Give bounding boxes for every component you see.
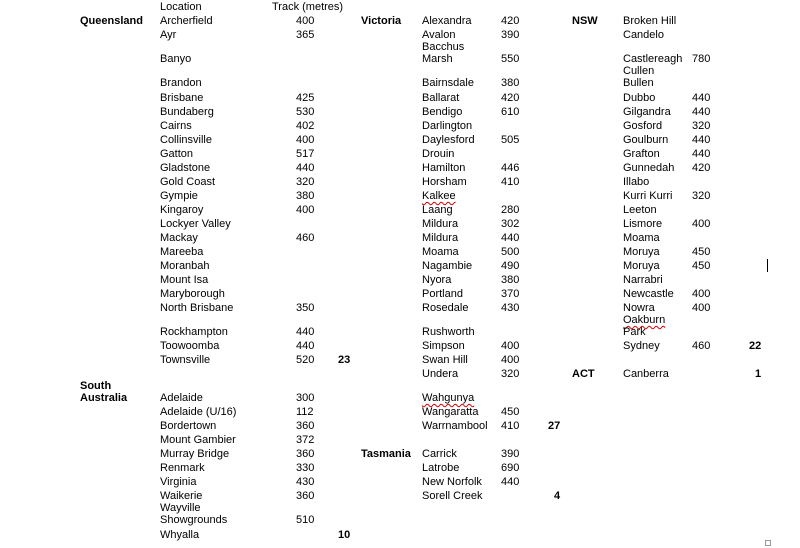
location-name: Waikerie (160, 490, 203, 502)
location-name: Moranbah (160, 260, 210, 272)
track-length: 430 (296, 476, 315, 488)
location-name: Warrnambool (422, 420, 488, 432)
track-length: 372 (296, 434, 315, 446)
track-length: 370 (501, 288, 520, 300)
track-length: 380 (296, 190, 315, 202)
location-name: Mildura (422, 232, 459, 244)
track-length: 510 (296, 514, 315, 526)
count-nsw: 22 (749, 340, 762, 352)
location-name: Oakburn (623, 314, 666, 326)
track-length: 460 (296, 232, 315, 244)
track-length: 390 (501, 448, 520, 460)
location-name: Gilgandra (623, 106, 671, 118)
track-length: 440 (692, 92, 711, 104)
track-length: 402 (296, 120, 315, 132)
track-length: 360 (296, 490, 315, 502)
track-length: 530 (296, 106, 315, 118)
location-name: North Brisbane (160, 302, 234, 314)
track-length: 112 (296, 406, 314, 418)
location-name: Wangaratta (422, 406, 479, 418)
track-length: 320 (296, 176, 315, 188)
count-tasmania: 4 (554, 490, 561, 502)
track-length: 425 (296, 92, 315, 104)
location-name: Bordertown (160, 420, 217, 432)
count-south-australia: 10 (338, 529, 351, 541)
track-length: 550 (501, 53, 520, 65)
location-name: Brandon (160, 77, 202, 89)
track-length: 365 (296, 29, 315, 41)
count-queensland: 23 (338, 354, 351, 366)
track-length: 302 (501, 218, 520, 230)
location-name: Latrobe (422, 462, 460, 474)
location-name: Mackay (160, 232, 198, 244)
location-name: Wayville (160, 502, 201, 514)
track-length: 360 (296, 448, 315, 460)
location-name: Candelo (623, 29, 664, 41)
location-name: Dubbo (623, 92, 656, 104)
track-length: 440 (501, 232, 520, 244)
location-name: Avalon (422, 29, 456, 41)
location-name: Rockhampton (160, 326, 228, 338)
track-length: 450 (692, 246, 711, 258)
track-length: 320 (501, 368, 520, 380)
location-name: Portland (422, 288, 463, 300)
location-name: New Norfolk (422, 476, 482, 488)
location-name: Maryborough (160, 288, 225, 300)
location-name: Simpson (422, 340, 465, 352)
location-name: Wahgunya (422, 392, 475, 404)
state-south-australia-line1: South (80, 380, 112, 392)
location-name: Lismore (623, 218, 663, 230)
count-act: 1 (755, 368, 762, 380)
track-length: 440 (692, 134, 711, 146)
location-name: Castlereagh (623, 53, 683, 65)
state-act: ACT (572, 368, 595, 380)
location-name: Moruya (623, 246, 660, 258)
track-length: 400 (501, 340, 520, 352)
state-victoria: Victoria (361, 15, 402, 27)
state-nsw: NSW (572, 15, 598, 27)
track-length: 690 (501, 462, 520, 474)
track-length: 360 (296, 420, 315, 432)
location-name: Whyalla (160, 529, 200, 541)
location-name: Horsham (422, 176, 467, 188)
location-name: Renmark (160, 462, 205, 474)
location-name: Marsh (422, 53, 453, 65)
track-length: 420 (501, 92, 520, 104)
location-name: Lockyer Valley (160, 218, 231, 230)
location-name: Canberra (623, 368, 669, 380)
location-name: Ballarat (422, 92, 460, 104)
track-length: 500 (501, 246, 520, 258)
track-length: 450 (692, 260, 711, 272)
track-length: 300 (296, 392, 315, 404)
location-name: Nagambie (422, 260, 473, 272)
track-length: 390 (501, 29, 520, 41)
location-name: Leeton (623, 204, 657, 216)
location-name: Virginia (160, 476, 197, 488)
track-length: 410 (501, 176, 520, 188)
track-length: 440 (692, 148, 711, 160)
location-name: Toowoomba (160, 340, 220, 352)
track-length: 520 (296, 354, 315, 366)
text-cursor (767, 259, 768, 272)
location-name: Alexandra (422, 15, 472, 27)
location-name: Daylesford (422, 134, 475, 146)
track-length: 320 (692, 120, 711, 132)
location-name: Goulburn (623, 134, 669, 146)
track-length: 430 (501, 302, 520, 314)
track-length: 440 (296, 326, 315, 338)
location-name: Bacchus (422, 41, 465, 53)
location-name: Mareeba (160, 246, 204, 258)
location-name: Showgrounds (160, 514, 228, 526)
track-length: 410 (501, 420, 520, 432)
track-length: 350 (296, 302, 315, 314)
location-name: Gatton (160, 148, 194, 160)
track-length: 380 (501, 274, 520, 286)
location-name: Illabo (623, 176, 650, 188)
location-name: Narrabri (623, 274, 663, 286)
location-name: Moama (422, 246, 459, 258)
location-name: Kingaroy (160, 204, 204, 216)
header-location: Location (160, 1, 202, 13)
location-name: Murray Bridge (160, 448, 230, 460)
state-queensland: Queensland (80, 15, 143, 27)
track-length: 446 (501, 162, 520, 174)
location-name: Bendigo (422, 106, 463, 118)
location-name: Kalkee (422, 190, 456, 202)
track-length: 440 (296, 340, 315, 352)
location-name: Rosedale (422, 302, 469, 314)
layout-marker-icon (765, 540, 771, 546)
track-length: 400 (501, 354, 520, 366)
header-track: Track (metres) (272, 1, 344, 13)
track-length: 400 (692, 302, 711, 314)
track-length: 780 (692, 53, 711, 65)
location-name: Gold Coast (160, 176, 216, 188)
location-name: Townsville (160, 354, 211, 366)
track-length: 440 (296, 162, 315, 174)
location-name: Adelaide (U/16) (160, 406, 237, 418)
state-south-australia-line2: Australia (80, 392, 128, 404)
track-length: 400 (296, 204, 315, 216)
track-length: 420 (692, 162, 711, 174)
count-victoria: 27 (548, 420, 561, 432)
location-name: Banyo (160, 53, 192, 65)
location-name: Bullen (623, 77, 654, 89)
location-name: Bairnsdale (422, 77, 474, 89)
location-name: Sydney (623, 340, 660, 352)
track-length: 400 (296, 134, 315, 146)
location-name: Newcastle (623, 288, 674, 300)
track-length: 505 (501, 134, 520, 146)
location-name: Hamilton (422, 162, 466, 174)
location-name: Brisbane (160, 92, 204, 104)
location-name: Park (623, 326, 646, 338)
location-name: Undera (422, 368, 459, 380)
track-length: 517 (296, 148, 315, 160)
location-name: Sorell Creek (422, 490, 483, 502)
track-length: 450 (501, 406, 520, 418)
track-length: 440 (692, 106, 711, 118)
location-name: Collinsville (160, 134, 212, 146)
location-name: Gosford (623, 120, 663, 132)
location-name: Adelaide (160, 392, 203, 404)
track-length: 320 (692, 190, 711, 202)
location-name: Swan Hill (422, 354, 468, 366)
location-name: Moruya (623, 260, 660, 272)
location-name: Cullen (623, 65, 655, 77)
location-name: Mount Isa (160, 274, 209, 286)
track-length: 400 (296, 15, 315, 27)
location-name: Gladstone (160, 162, 211, 174)
track-length: 440 (501, 476, 520, 488)
track-length: 400 (692, 288, 711, 300)
location-name: Kurri Kurri (623, 190, 673, 202)
state-tasmania: Tasmania (361, 448, 411, 460)
location-name: Mount Gambier (160, 434, 236, 446)
track-length: 420 (501, 15, 520, 27)
location-name: Carrick (422, 448, 457, 460)
location-name: Gympie (160, 190, 198, 202)
track-length: 400 (692, 218, 711, 230)
location-name: Gunnedah (623, 162, 675, 174)
location-name: Archerfield (160, 15, 213, 27)
location-name: Moama (623, 232, 660, 244)
location-name: Mildura (422, 218, 459, 230)
track-length: 330 (296, 462, 315, 474)
location-name: Laang (422, 204, 453, 216)
location-name: Darlington (422, 120, 473, 132)
track-length: 280 (501, 204, 520, 216)
location-name: Cairns (160, 120, 192, 132)
track-length: 460 (692, 340, 711, 352)
location-name: Nowra (623, 302, 655, 314)
location-name: Ayr (160, 29, 177, 41)
location-name: Nyora (422, 274, 452, 286)
location-name: Drouin (422, 148, 455, 160)
track-length: 490 (501, 260, 520, 272)
location-name: Broken Hill (623, 15, 677, 27)
track-length: 610 (501, 106, 520, 118)
location-name: Bundaberg (160, 106, 214, 118)
location-name: Rushworth (422, 326, 475, 338)
track-length: 380 (501, 77, 520, 89)
location-name: Grafton (623, 148, 660, 160)
